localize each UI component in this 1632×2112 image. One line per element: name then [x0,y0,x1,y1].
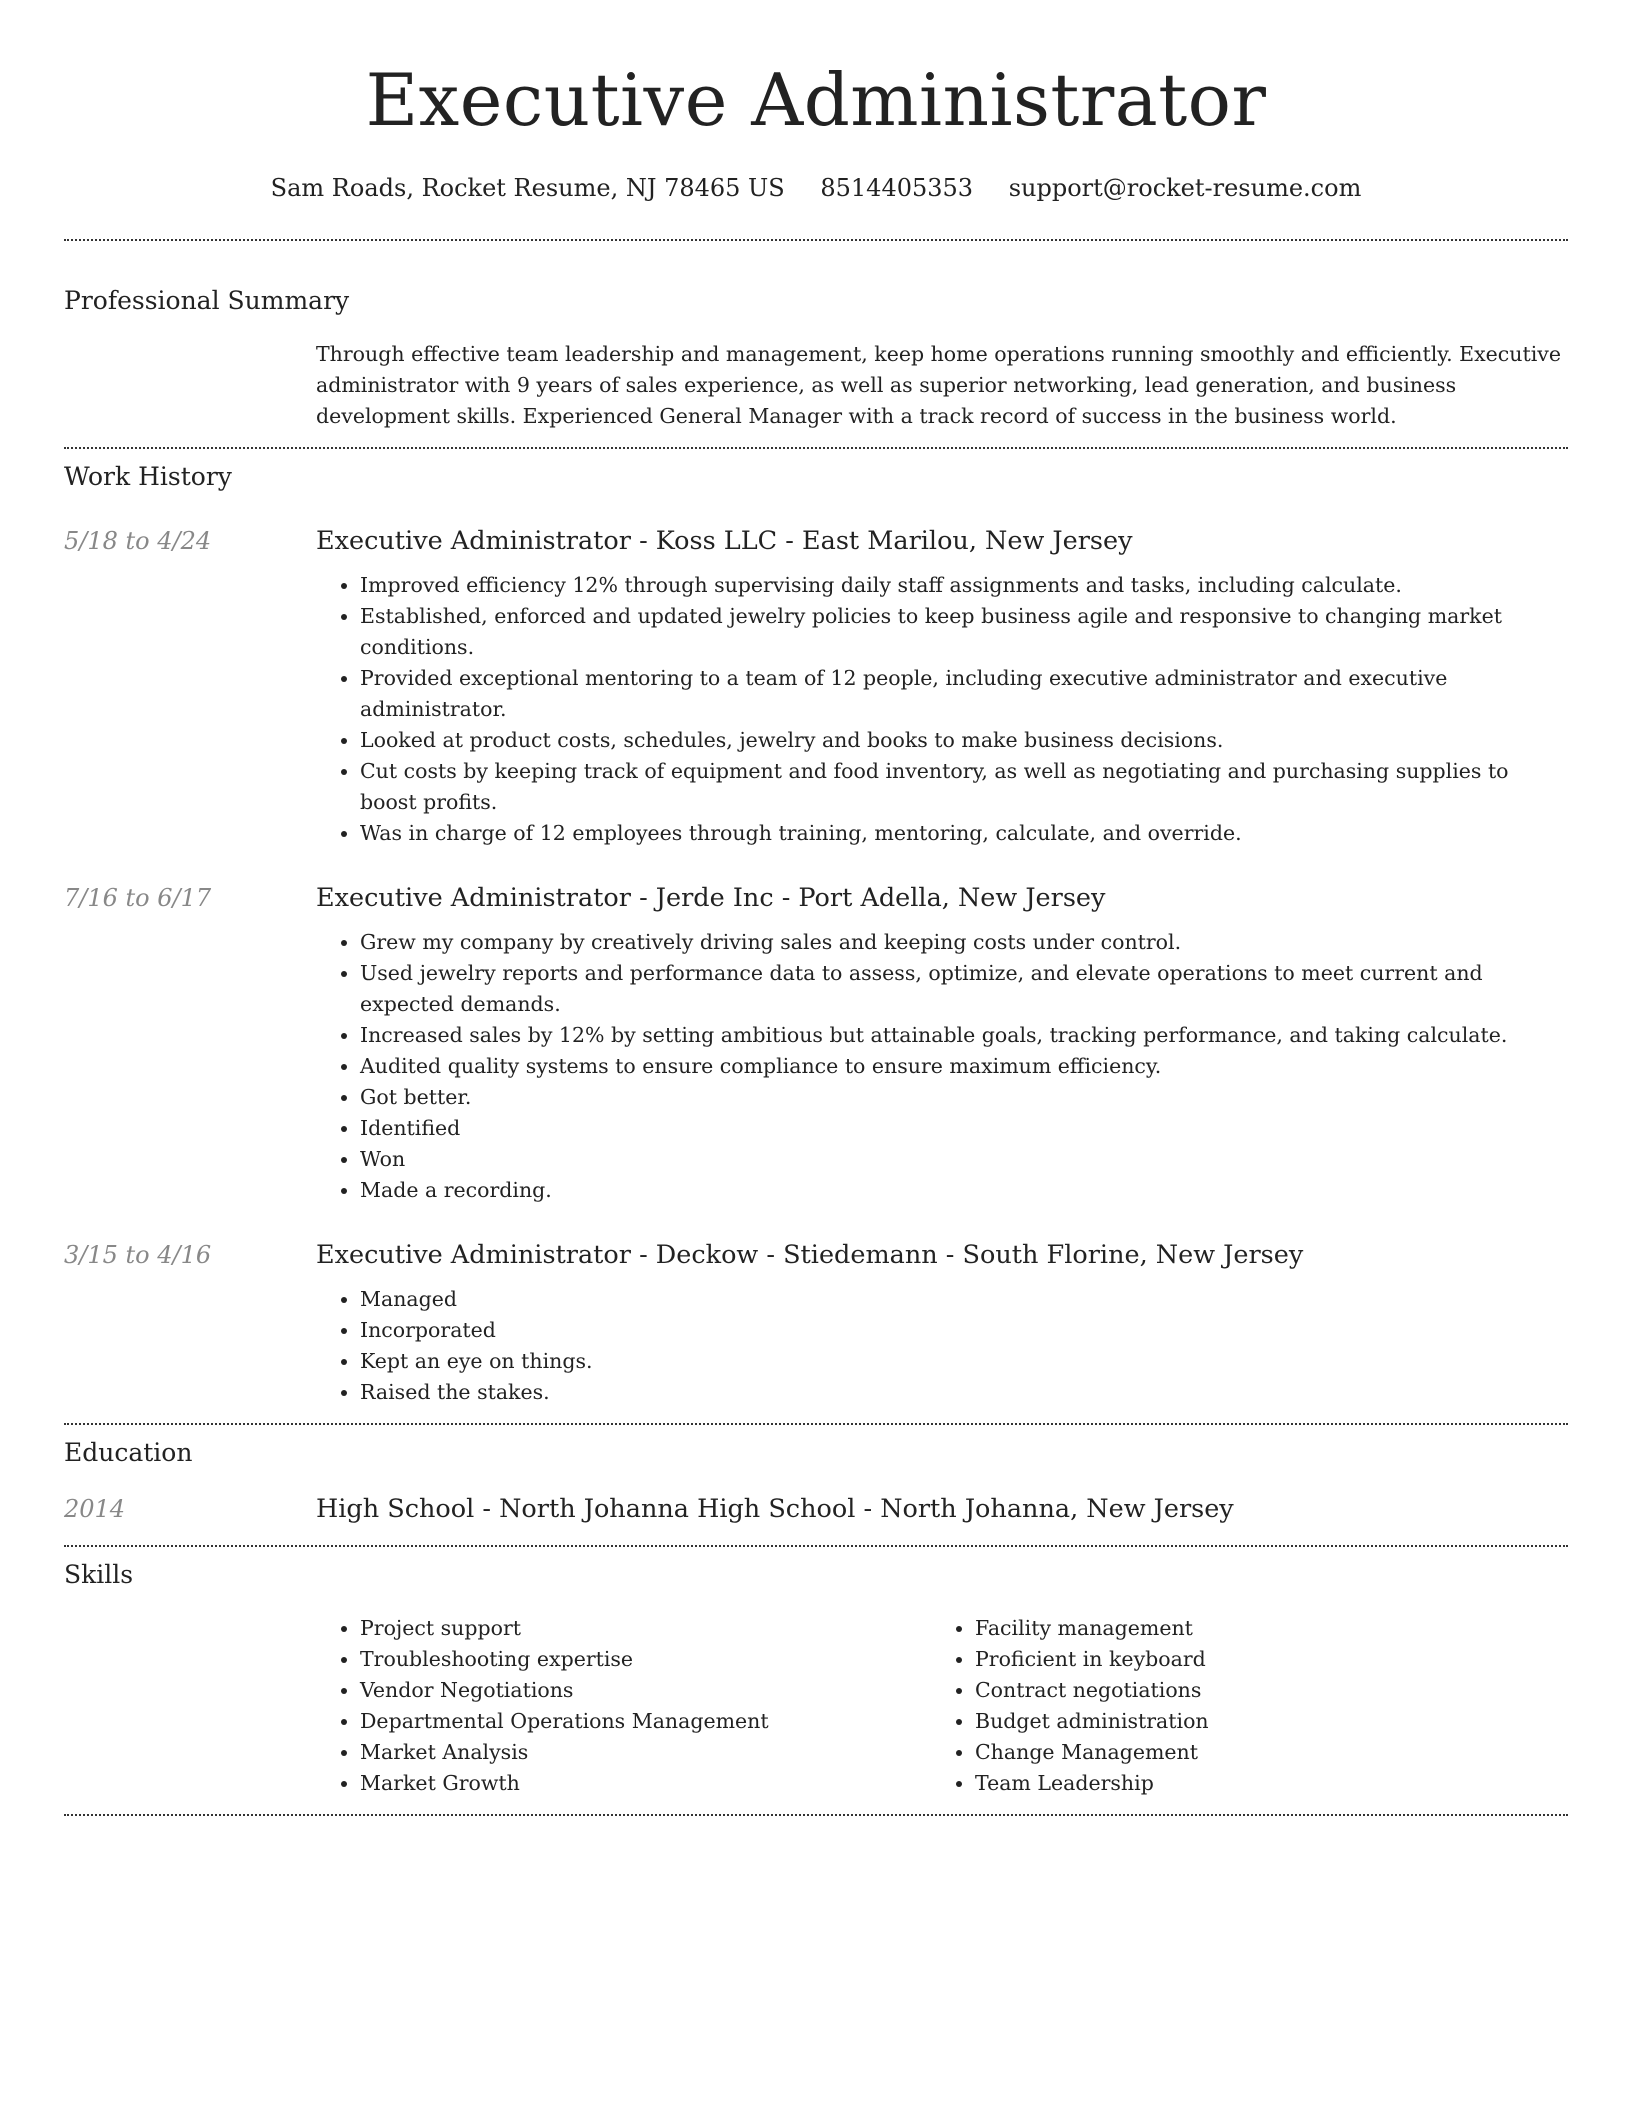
skill-item: • Market Analysis [360,1737,931,1768]
education-section [64,1435,1568,1527]
skills-section [64,1557,1568,1799]
job-company-location: - Jerde Inc - Port Adella, New Jersey [630,883,1106,913]
skill-item: • Change Management [975,1737,1546,1768]
section-title-education: Education [64,1438,193,1467]
skills-list-right [931,1613,1546,1799]
skill-item: • Facility management [975,1613,1546,1644]
job-bullet: • Provided exceptional mentoring to a team of 12 people, including executive administrator and executive administrator. [360,663,1568,725]
job-bullet: • Improved efficiency 12% through supervising daily staff assignments and tasks, including calculate. [360,570,1568,601]
resume-header [64,0,1568,206]
skills-column-left [316,1613,931,1799]
skills-list-left [316,1613,931,1799]
job-bullet: • Kept an eye on things. [360,1346,1568,1377]
header-divider [64,239,1568,241]
job-dates: 3/15 to 4/16 [64,1241,212,1269]
skills-grid [316,1613,1568,1799]
skill-item: • Team Leadership [975,1768,1546,1799]
skill-item: • Proficient in keyboard [975,1644,1546,1675]
job-bullet: • Used jewelry reports and performance data to assess, optimize, and elevate operations to meet current and expected demands. [360,958,1568,1020]
skill-item: • Project support [360,1613,931,1644]
job-role: Executive Administrator [316,1240,631,1270]
job-bullet: • Cut costs by keeping track of equipment and food inventory, as well as negotiating and purchasing supplies to boost profits. [360,756,1568,818]
education-year: 2014 [64,1495,126,1523]
skills-column-right [931,1613,1546,1799]
job-bullets [316,570,1568,849]
candidate-name: Executive Administrator [365,58,1267,142]
summary-divider [64,447,1568,449]
job-company-location: - Koss LLC - East Marilou, New Jersey [630,526,1133,556]
job-title-line [316,880,1568,916]
job-entry [64,880,1568,1206]
job-bullet: • Grew my company by creatively driving sales and keeping costs under control. [360,927,1568,958]
skills-divider [64,1814,1568,1816]
job-dates: 7/16 to 6/17 [64,884,212,912]
contact-line [64,170,1568,206]
job-bullet: • Managed [360,1284,1568,1315]
job-title-line [316,523,1568,559]
skill-item: • Budget administration [975,1706,1546,1737]
skill-item: • Contract negotiations [975,1675,1546,1706]
job-bullet: • Raised the stakes. [360,1377,1568,1408]
job-bullet: • Looked at product costs, schedules, jewelry and books to make business decisions. [360,725,1568,756]
job-bullets [316,1284,1568,1408]
job-content [316,1237,1568,1423]
job-role: Executive Administrator [316,526,631,556]
job-role: Executive Administrator [316,883,631,913]
work-history-section [64,459,1568,1423]
job-bullet: • Won [360,1144,1568,1175]
job-entry [64,1237,1568,1423]
education-divider [64,1545,1568,1547]
job-entry [64,523,1568,849]
job-bullet: • Was in charge of 12 employees through training, mentoring, calculate, and override. [360,818,1568,849]
work-divider [64,1423,1568,1425]
professional-summary-section [64,283,1568,432]
skill-item: • Vendor Negotiations [360,1675,931,1706]
job-bullets [316,927,1568,1206]
section-title-skills: Skills [64,1560,134,1589]
skill-item: • Troubleshooting expertise [360,1644,931,1675]
section-title-summary: Professional Summary [64,286,350,315]
contact-address: Sam Roads, Rocket Resume, NJ 78465 US [270,174,785,202]
skill-item: • Departmental Operations Management [360,1706,931,1737]
contact-phone: 8514405353 [820,174,974,202]
education-entry [64,1491,1568,1527]
job-content [316,880,1568,1206]
job-bullet: • Made a recording. [360,1175,1568,1206]
education-details: High School - North Johanna High School - North Johanna, New Jersey [316,1494,1234,1524]
skill-item: • Market Growth [360,1768,931,1799]
section-title-work: Work History [64,462,232,491]
contact-email[interactable]: support@rocket-resume.com [1008,174,1362,202]
summary-text: Through effective team leadership and management, keep home operations running smoothly and efficiently. Executive administrator with 9 years of sales experience, as well as superior networking, lead generation, and business development skills. Experienced General Manager with a track record of success in the business world. [316,342,1561,428]
job-bullet: • Incorporated [360,1315,1568,1346]
job-company-location: - Deckow - Stiedemann - South Florine, New Jersey [630,1240,1304,1270]
job-content [316,523,1568,849]
job-title-line [316,1237,1568,1273]
job-bullet: • Increased sales by 12% by setting ambitious but attainable goals, tracking performance, and taking calculate. [360,1020,1568,1051]
job-bullet: • Audited quality systems to ensure compliance to ensure maximum efficiency. [360,1051,1568,1082]
job-bullet: • Identified [360,1113,1568,1144]
job-bullet: • Got better. [360,1082,1568,1113]
job-dates: 5/18 to 4/24 [64,527,212,555]
job-bullet: • Established, enforced and updated jewelry policies to keep business agile and responsive to changing market conditions. [360,601,1568,663]
